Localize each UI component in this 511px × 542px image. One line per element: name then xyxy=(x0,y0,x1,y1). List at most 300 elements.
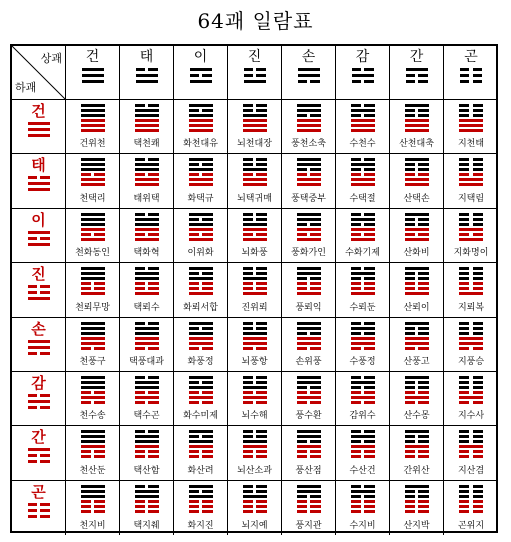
solid-line xyxy=(135,396,159,399)
broken-line xyxy=(351,114,375,117)
hexagram-symbol xyxy=(135,322,159,352)
solid-line xyxy=(135,495,159,498)
broken-line xyxy=(405,282,429,285)
upper-trigram-symbol xyxy=(460,68,482,86)
broken-line xyxy=(243,430,267,433)
broken-line xyxy=(297,495,321,498)
broken-line xyxy=(405,401,429,404)
solid-line xyxy=(297,342,321,345)
hexagram-name: 산화비 xyxy=(403,248,430,259)
hexagram-name: 택수곤 xyxy=(133,411,160,422)
hexagram-name: 수풍정 xyxy=(349,356,376,367)
solid-line xyxy=(81,223,105,226)
solid-line xyxy=(243,238,267,241)
solid-line xyxy=(189,495,213,498)
hexagram-cell xyxy=(336,426,390,480)
solid-line xyxy=(189,337,213,340)
hexagram-name: 수뢰둔 xyxy=(349,302,376,313)
broken-line xyxy=(28,515,50,518)
solid-line xyxy=(405,119,429,122)
solid-line xyxy=(244,80,266,83)
lower-trigram-name: 감 xyxy=(31,373,46,392)
hexagram-symbol xyxy=(243,158,267,188)
solid-line xyxy=(243,119,267,122)
broken-line xyxy=(405,272,429,275)
hexagram-symbol xyxy=(81,430,105,460)
hexagram-symbol xyxy=(243,104,267,134)
solid-line xyxy=(243,168,267,171)
broken-line xyxy=(135,510,159,513)
hexagram-symbol xyxy=(405,104,429,134)
broken-line xyxy=(189,233,213,236)
solid-line xyxy=(81,322,105,325)
solid-line xyxy=(82,80,104,83)
solid-line xyxy=(135,238,159,241)
hexagram-symbol xyxy=(405,485,429,515)
broken-line xyxy=(243,173,267,176)
solid-line xyxy=(81,109,105,112)
upper-trigram-symbol xyxy=(244,68,266,86)
broken-line xyxy=(459,218,483,221)
broken-line xyxy=(135,282,159,285)
row-header xyxy=(12,154,66,208)
broken-line xyxy=(297,510,321,513)
broken-line xyxy=(28,406,50,409)
solid-line xyxy=(459,228,483,231)
broken-line xyxy=(189,450,213,453)
hexagram-symbol xyxy=(243,322,267,352)
broken-line xyxy=(405,332,429,335)
solid-line xyxy=(297,228,321,231)
solid-line xyxy=(351,272,375,275)
broken-line xyxy=(351,386,375,389)
broken-line xyxy=(297,347,321,350)
upper-trigram-symbol xyxy=(190,68,212,86)
solid-line xyxy=(81,485,105,488)
broken-line xyxy=(405,218,429,221)
solid-line xyxy=(135,440,159,443)
hexagram-symbol xyxy=(297,430,321,460)
corner-header xyxy=(12,46,66,100)
solid-line xyxy=(351,396,375,399)
solid-line xyxy=(189,332,213,335)
lower-trigram-symbol xyxy=(28,448,50,466)
broken-line xyxy=(189,435,213,438)
solid-line xyxy=(81,228,105,231)
broken-line xyxy=(243,510,267,513)
hexagram-name: 뇌천대장 xyxy=(237,139,272,150)
broken-line xyxy=(459,282,483,285)
solid-line xyxy=(189,396,213,399)
solid-line xyxy=(81,114,105,117)
solid-line xyxy=(28,243,50,246)
hexagram-symbol xyxy=(135,104,159,134)
broken-line xyxy=(136,68,158,71)
broken-line xyxy=(297,505,321,508)
solid-line xyxy=(297,485,321,488)
hexagram-cell xyxy=(390,100,444,154)
hexagram-name: 수산건 xyxy=(349,465,376,476)
solid-line xyxy=(135,277,159,280)
broken-line xyxy=(459,332,483,335)
broken-line xyxy=(351,267,375,270)
broken-line xyxy=(297,282,321,285)
hexagram-symbol xyxy=(135,485,159,515)
hexagram-symbol xyxy=(297,104,321,134)
solid-line xyxy=(459,129,483,132)
solid-line xyxy=(189,168,213,171)
broken-line xyxy=(405,450,429,453)
solid-line xyxy=(82,74,104,77)
hexagram-cell xyxy=(174,318,228,372)
solid-line xyxy=(297,381,321,384)
hexagram-cell xyxy=(120,154,174,208)
broken-line xyxy=(405,347,429,350)
solid-line xyxy=(405,342,429,345)
solid-line xyxy=(405,396,429,399)
solid-line xyxy=(135,490,159,493)
lower-trigram-name: 손 xyxy=(31,319,46,338)
solid-line xyxy=(297,490,321,493)
broken-line xyxy=(405,109,429,112)
hexagram-cell xyxy=(336,154,390,208)
solid-line xyxy=(81,124,105,127)
hexagram-cell xyxy=(282,372,336,426)
solid-line xyxy=(135,168,159,171)
solid-line xyxy=(405,430,429,433)
hexagram-symbol xyxy=(189,322,213,352)
hexagram-symbol xyxy=(189,158,213,188)
hexagram-symbol xyxy=(189,267,213,297)
broken-line xyxy=(459,435,483,438)
hexagram-name: 택뢰수 xyxy=(133,302,160,313)
broken-line xyxy=(459,213,483,216)
solid-line xyxy=(135,124,159,127)
broken-line xyxy=(459,322,483,325)
broken-line xyxy=(459,114,483,117)
broken-line xyxy=(243,218,267,221)
broken-line xyxy=(297,287,321,290)
solid-line xyxy=(459,119,483,122)
hexagram-name: 진위뢰 xyxy=(241,302,268,313)
hexagram-symbol xyxy=(459,213,483,243)
broken-line xyxy=(244,68,266,71)
solid-line xyxy=(81,440,105,443)
solid-line xyxy=(406,68,428,71)
broken-line xyxy=(405,495,429,498)
broken-line xyxy=(459,401,483,404)
solid-line xyxy=(459,292,483,295)
solid-line xyxy=(189,124,213,127)
broken-line xyxy=(243,500,267,503)
broken-line xyxy=(405,440,429,443)
broken-line xyxy=(405,223,429,226)
hexagram-cell xyxy=(444,263,498,317)
broken-line xyxy=(297,114,321,117)
broken-line xyxy=(243,163,267,166)
broken-line xyxy=(351,173,375,176)
hexagram-name: 택지췌 xyxy=(133,521,160,531)
solid-line xyxy=(135,386,159,389)
solid-line xyxy=(81,381,105,384)
solid-line xyxy=(82,68,104,71)
solid-line xyxy=(297,430,321,433)
hexagram-name: 천화동인 xyxy=(75,248,110,259)
column-header xyxy=(444,46,498,100)
broken-line xyxy=(244,74,266,77)
hexagram-name: 풍지관 xyxy=(295,521,322,531)
broken-line xyxy=(135,173,159,176)
hexagram-cell xyxy=(66,209,120,263)
lower-trigram-name: 간 xyxy=(31,428,46,447)
hexagram-cell xyxy=(174,481,228,535)
broken-line xyxy=(405,114,429,117)
broken-line xyxy=(189,401,213,404)
hexagram-symbol xyxy=(459,430,483,460)
broken-line xyxy=(297,168,321,171)
hexagram-symbol xyxy=(135,158,159,188)
solid-line xyxy=(81,337,105,340)
broken-line xyxy=(243,233,267,236)
broken-line xyxy=(459,386,483,389)
broken-line xyxy=(81,450,105,453)
broken-line xyxy=(189,287,213,290)
solid-line xyxy=(351,228,375,231)
solid-line xyxy=(243,337,267,340)
hexagram-table xyxy=(10,44,498,533)
solid-line xyxy=(135,381,159,384)
solid-line xyxy=(405,228,429,231)
solid-line xyxy=(297,445,321,448)
broken-line xyxy=(135,500,159,503)
hexagram-cell xyxy=(336,100,390,154)
broken-line xyxy=(405,505,429,508)
hexagram-symbol xyxy=(459,158,483,188)
hexagram-cell xyxy=(444,154,498,208)
solid-line xyxy=(459,183,483,186)
solid-line xyxy=(405,104,429,107)
solid-line xyxy=(405,178,429,181)
broken-line xyxy=(351,233,375,236)
solid-line xyxy=(189,440,213,443)
hexagram-symbol xyxy=(459,322,483,352)
broken-line xyxy=(405,510,429,513)
solid-line xyxy=(189,445,213,448)
broken-line xyxy=(189,490,213,493)
upper-trigram-name: 이 xyxy=(193,49,208,65)
hexagram-name: 이위화 xyxy=(187,248,214,259)
solid-line xyxy=(352,74,374,77)
upper-trigram-name: 진 xyxy=(247,49,262,65)
solid-line xyxy=(81,158,105,161)
hexagram-cell xyxy=(336,263,390,317)
broken-line xyxy=(459,505,483,508)
hexagram-cell xyxy=(336,372,390,426)
lower-trigram-name: 진 xyxy=(31,265,46,284)
broken-line xyxy=(243,505,267,508)
broken-line xyxy=(243,490,267,493)
hexagram-symbol xyxy=(189,430,213,460)
hexagram-cell xyxy=(282,154,336,208)
broken-line xyxy=(459,233,483,236)
hexagram-symbol xyxy=(351,322,375,352)
hexagram-cell xyxy=(174,209,228,263)
broken-line xyxy=(190,74,212,77)
hexagram-symbol xyxy=(189,104,213,134)
broken-line xyxy=(459,455,483,458)
hexagram-symbol xyxy=(351,267,375,297)
solid-line xyxy=(190,68,212,71)
broken-line xyxy=(243,391,267,394)
broken-line xyxy=(189,163,213,166)
hexagram-name: 손위풍 xyxy=(295,356,322,367)
hexagram-cell xyxy=(228,209,282,263)
broken-line xyxy=(297,233,321,236)
hexagram-symbol xyxy=(189,376,213,406)
upper-trigram-name: 손 xyxy=(301,49,316,65)
broken-line xyxy=(351,277,375,280)
hexagram-cell xyxy=(228,372,282,426)
solid-line xyxy=(351,163,375,166)
broken-line xyxy=(243,455,267,458)
broken-line xyxy=(351,347,375,350)
solid-line xyxy=(243,223,267,226)
hexagram-symbol xyxy=(405,376,429,406)
hexagram-name: 산풍고 xyxy=(403,356,430,367)
solid-line xyxy=(189,292,213,295)
solid-line xyxy=(189,213,213,216)
broken-line xyxy=(297,401,321,404)
solid-line xyxy=(405,213,429,216)
solid-line xyxy=(351,129,375,132)
broken-line xyxy=(135,233,159,236)
solid-line xyxy=(243,124,267,127)
broken-line xyxy=(243,282,267,285)
broken-line xyxy=(351,500,375,503)
hexagram-cell xyxy=(390,426,444,480)
solid-line xyxy=(81,332,105,335)
solid-line xyxy=(243,386,267,389)
broken-line xyxy=(405,435,429,438)
solid-line xyxy=(81,104,105,107)
solid-line xyxy=(81,183,105,186)
solid-line xyxy=(405,124,429,127)
broken-line xyxy=(135,450,159,453)
broken-line xyxy=(405,327,429,330)
solid-line xyxy=(297,322,321,325)
upper-trigram-name: 건 xyxy=(85,49,100,65)
hexagram-cell xyxy=(120,481,174,535)
broken-line xyxy=(297,391,321,394)
row-header xyxy=(12,100,66,154)
broken-line xyxy=(351,376,375,379)
solid-line xyxy=(405,485,429,488)
hexagram-cell xyxy=(120,209,174,263)
row-header xyxy=(12,318,66,372)
hexagram-name: 곤위지 xyxy=(457,521,485,531)
lower-trigram-symbol xyxy=(28,285,50,303)
hexagram-symbol xyxy=(459,104,483,134)
solid-line xyxy=(189,238,213,241)
hexagram-symbol xyxy=(81,158,105,188)
hexagram-cell xyxy=(228,154,282,208)
hexagram-name: 지풍승 xyxy=(457,356,485,367)
broken-line xyxy=(243,450,267,453)
broken-line xyxy=(189,173,213,176)
broken-line xyxy=(189,272,213,275)
broken-line xyxy=(28,352,50,355)
hexagram-name: 화천대유 xyxy=(183,139,218,150)
solid-line xyxy=(297,435,321,438)
hexagram-cell xyxy=(390,372,444,426)
hexagram-cell xyxy=(444,318,498,372)
broken-line xyxy=(459,391,483,394)
hexagram-name: 뇌택귀매 xyxy=(237,193,272,204)
broken-line xyxy=(405,500,429,503)
solid-line xyxy=(135,228,159,231)
broken-line xyxy=(243,158,267,161)
solid-line xyxy=(297,124,321,127)
solid-line xyxy=(81,435,105,438)
hexagram-name: 화지진 xyxy=(187,521,214,531)
hexagram-cell xyxy=(390,209,444,263)
hexagram-cell xyxy=(66,100,120,154)
broken-line xyxy=(459,163,483,166)
solid-line xyxy=(189,119,213,122)
hexagram-name: 택화혁 xyxy=(133,248,160,259)
upper-trigram-symbol xyxy=(82,68,104,86)
broken-line xyxy=(405,386,429,389)
solid-line xyxy=(189,129,213,132)
column-header xyxy=(228,46,282,100)
broken-line xyxy=(405,391,429,394)
solid-line xyxy=(135,119,159,122)
hexagram-symbol xyxy=(81,213,105,243)
hexagram-name: 화뢰서합 xyxy=(183,302,218,313)
hexagram-name: 감위수 xyxy=(349,411,376,422)
solid-line xyxy=(405,158,429,161)
solid-line xyxy=(135,178,159,181)
hexagram-symbol xyxy=(351,104,375,134)
solid-line xyxy=(135,129,159,132)
hexagram-cell xyxy=(228,426,282,480)
solid-line xyxy=(243,445,267,448)
broken-line xyxy=(459,287,483,290)
broken-line xyxy=(28,460,50,463)
broken-line xyxy=(28,176,50,179)
broken-line xyxy=(351,391,375,394)
broken-line xyxy=(297,277,321,280)
broken-line xyxy=(189,327,213,330)
broken-line xyxy=(243,104,267,107)
hexagram-cell xyxy=(174,263,228,317)
page-title: 64괘 일람표 xyxy=(197,9,314,33)
broken-line xyxy=(81,233,105,236)
solid-line xyxy=(351,183,375,186)
lower-trigram-symbol xyxy=(28,122,50,140)
broken-line xyxy=(352,68,374,71)
hexagram-symbol xyxy=(81,267,105,297)
broken-line xyxy=(298,80,320,83)
broken-line xyxy=(189,455,213,458)
hexagram-name: 뇌지예 xyxy=(241,521,268,531)
lower-trigram-name: 건 xyxy=(31,102,46,120)
hexagram-cell xyxy=(66,263,120,317)
solid-line xyxy=(297,129,321,132)
hexagram-symbol xyxy=(189,485,213,515)
hexagram-symbol xyxy=(243,267,267,297)
broken-line xyxy=(352,80,374,83)
